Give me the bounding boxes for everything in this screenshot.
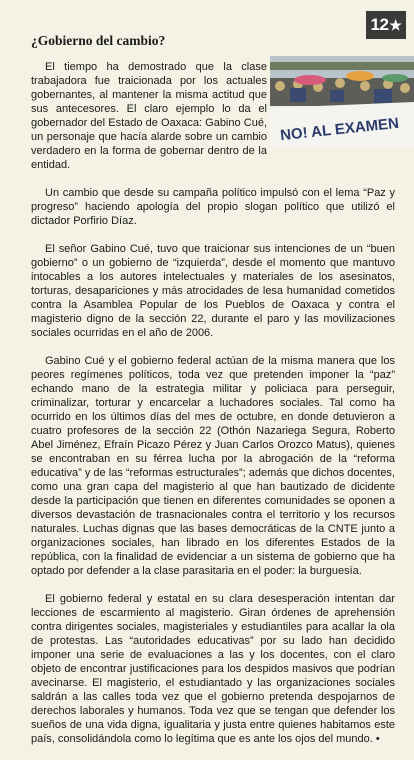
- paragraph-4: Gabino Cué y el gobierno federal actúan de la misma manera que los peores regímenes políticos, toda vez que pretenden imponer la “paz” echando mano de la estrategia militar y policiaca para perseguir, criminalizar, torturar y encarcelar a luchadores sociales. Tal como ha ocurrido en los últimos días del mes de octubre, en donde detuvieron a cuatro profesores de la sección 22 (Othón Nazariega Segura, Roberto Abel Jiménez, Efraín Picazo Pérez y Juan Carlos Orozco Matus), quienes se encontraban en su férrea lucha por la abrogación de la “reforma educativa” y de las “reformas estructurales”; además que dichos docentes, como una gran capa del magisterio al que han bautizado de dicidente desde la participación que tienen en diferentes comunidades se oponen a diversos devastación de trasnacionales contra el territorio y los recursos naturales. Luchas dignas que las bases democráticas de la CNTE junto a organizaciones sociales, han librado en los diferentes Estados de la república, con la finalidad de evidenciar a un sistema de gobierno que ha optado por defender a la clase parasitaria en el poder: la burguesía.: [31, 355, 395, 577]
- paragraph-2: Un cambio que desde su campaña político impulsó con el lema “Paz y progreso” haciendo apología del propio slogan político que utilizó el dictador Porfirio Díaz.: [31, 187, 395, 227]
- photo-spacer: [271, 60, 395, 154]
- page-number-badge: [366, 11, 406, 39]
- article-title: ¿Gobierno del cambio?: [31, 33, 166, 48]
- paragraph-1: El tiempo ha demostrado que la clase trabajadora fue traicionada por los actuales gobernantes, al mantener la misma actitud que sus antecesores. El claro ejemplo lo da el gobernador del Estado de Oaxaca: Gabino Cué, un personaje que hacía alarde sobre un cambio verdadero en la forma de gobernar dentro de la entidad.: [31, 61, 267, 171]
- article-body: [31, 60, 395, 760]
- banner-text: NO! AL EXAMEN: [279, 114, 400, 145]
- page-number: 12: [370, 15, 389, 34]
- star-icon: ★: [389, 16, 402, 33]
- paragraph-5: El gobierno federal y estatal en su clara desesperación intentan dar lecciones de escarmiento al magisterio. Giran órdenes de aprehensión contra dirigentes sociales, magisteriales y estudiantiles para acallar la ola de protestas. Las “autoridades educativas” por su lado han decidido imponer una serie de evaluaciones a las y los docentes, con el claro objeto de encontrar justificaciones para los despidos masivos que podrían avecinarse. El magisterio, el estudiantado y las organizaciones sociales saldrán a las calles toda vez que el gobierno pretenda despojarnos de derechos laborales y humanos. Toda vez que se tengan que defender los sueños de una vida digna, igualitaria y justa entre quienes habitamos este país, consolidándola como lo legítima que es ante los ojos del mundo. •: [31, 593, 395, 745]
- paragraph-3: El señor Gabino Cué, tuvo que traicionar sus intenciones de un “buen gobierno” o un gobierno de “izquierda”, desde el momento que mantuvo intocables a los autores intelectuales y materiales de los asesinatos, torturas, desapariciones y más atrocidades de lesa humanidad cometidos contra la Asamblea Popular de los Pueblos de Oaxaca y contra el magisterio digno de la sección 22, durante el paro y las movilizaciones sociales ocurridas en el año de 2006.: [31, 243, 395, 339]
